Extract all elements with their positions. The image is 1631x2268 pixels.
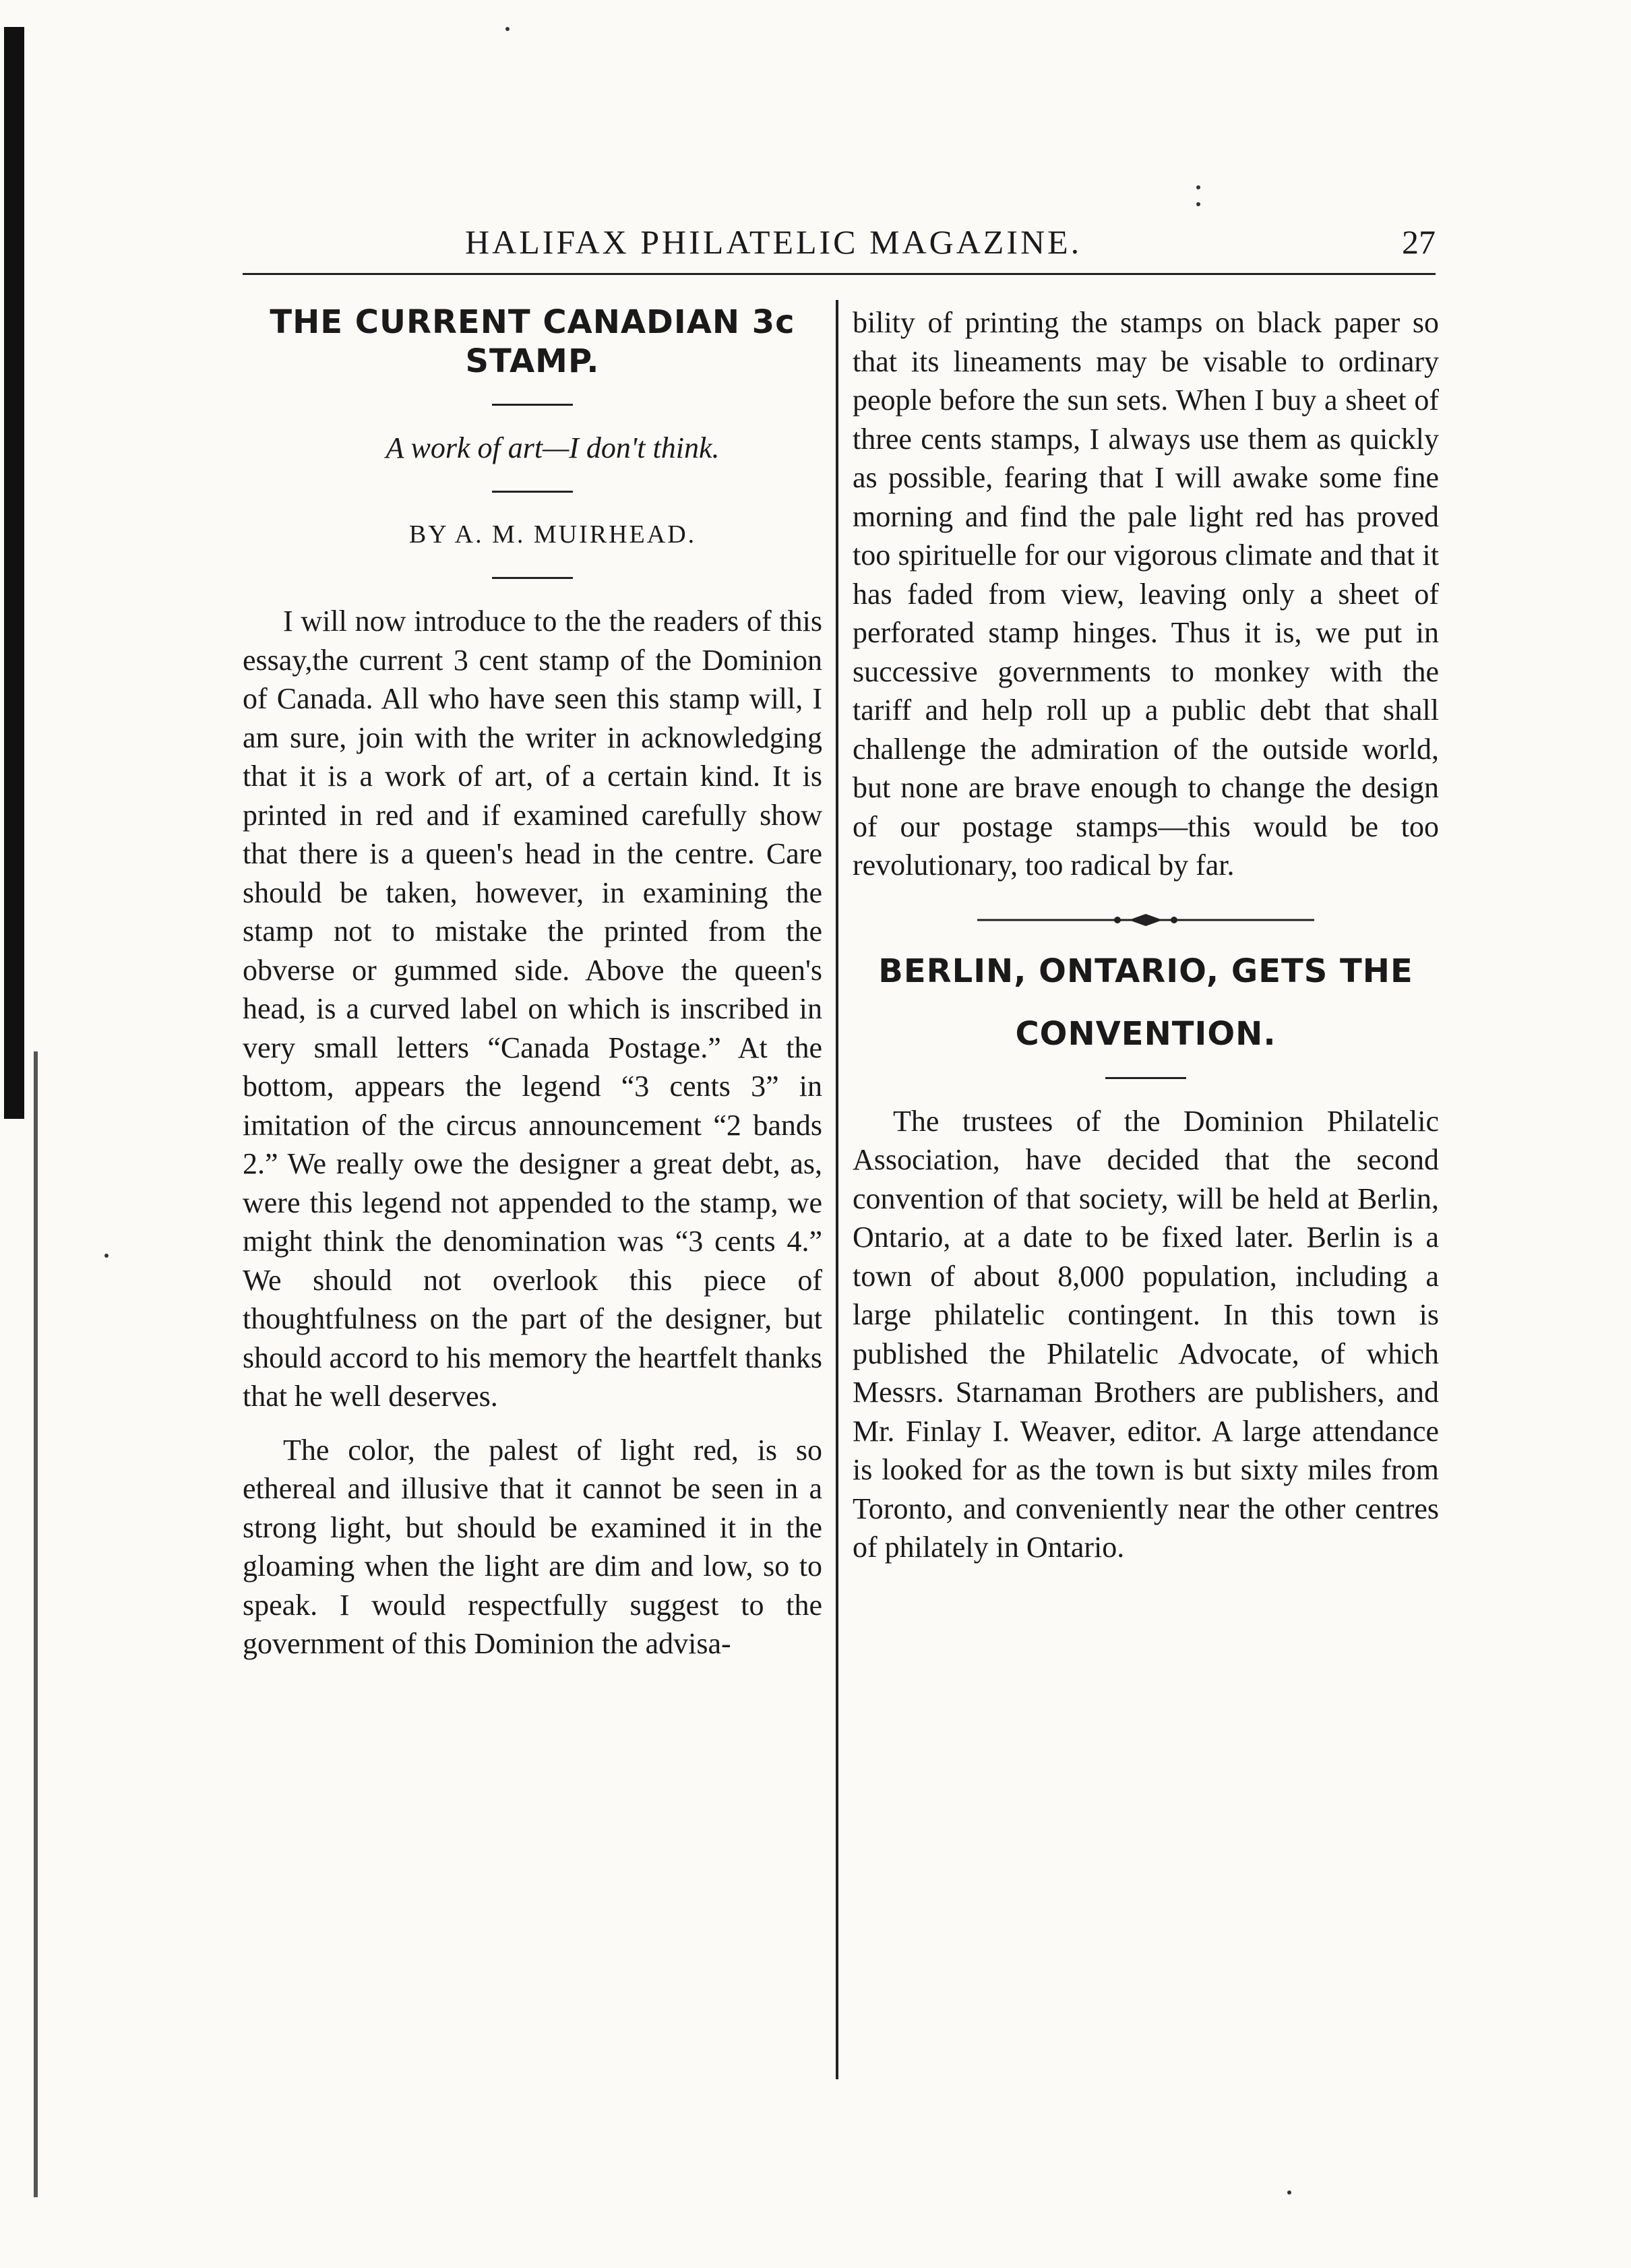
print-speck [505,27,510,31]
print-speck [104,1254,109,1258]
header-rule [243,273,1436,275]
byline-rule [492,577,573,579]
page-number: 27 [1402,223,1436,261]
left-column [243,303,822,1663]
article-subtitle: A work of art—I don't think. [386,431,720,464]
article-byline: BY A. M. MUIRHEAD. [408,520,697,549]
column-divider [836,300,838,2079]
ornamental-divider-icon [977,912,1314,928]
article-title-continued: CONVENTION. [1015,1015,1276,1053]
print-speck [1196,202,1200,206]
title-rule [492,404,573,406]
binding-edge-line [34,1051,38,2197]
article-paragraph: The color, the palest of light red, is so ethereal and illusive that it cannot be seen in a strong light, but should be examined it in the gloaming when the light are dim and low, so to speak. I would respectfully suggest to the government of this Dominion the advisa- [243,1433,822,1660]
print-speck [1287,2190,1291,2195]
magazine-title: HALIFAX PHILATELIC MAGAZINE. [465,223,1082,261]
article-title: THE CURRENT CANADIAN 3c STAMP. [270,303,795,380]
article-continuation: bility of printing the stamps on black paper so that its lineaments may be visable to ordinary people before the sun sets. When I buy a sheet of three cents stamps, I always use them as quickly as possible, fearing that I will awake some fine morning and find the pale light red has proved too spirituelle for our vigorous climate and that it has faded from view, leaving only a sheet of perforated stamp hinges. Thus it is, we put in successive governments to monkey with the tariff and help roll up a public debt that shall challenge the admiration of the outside world, but none are brave enough to change the design of our postage stamps—this would be too revolutionary, too radical by far. [853,306,1439,882]
print-speck [1196,185,1200,189]
article-paragraph: I will now introduce to the the readers of this essay,the current 3 cent stamp of the Dominion of Canada. All who have seen this stamp will, I am sure, join with the writer in acknowledging that it is a work of art, of a certain kind. It is printed in red and if examined carefully show that there is a queen's head in the centre. Care should be taken, however, in examining the stamp not to mistake the printed from the obverse or gummed side. Above the queen's head, is a curved label on which is inscribed in very small letters “Canada Postage.” At the bottom, appears the legend “3 cents 3” in imitation of the circus announcement “2 bands 2.” We really owe the designer a great debt, as, were this legend not appended to the stamp, we might think the denomination was “3 cents 4.” We should not overlook this piece of thoughtfulness on the part of the designer, but should accord to his memory the heartfelt thanks that he well deserves. [243,605,822,1413]
article-paragraph: The trustees of the Dominion Philatelic Association, have decided that the second convention of that society, will be held at Berlin, Ontario, at a date to be fixed later. Berlin is a town of about 8,000 population, including a large philatelic contingent. In this town is published the Philatelic Advocate, of which Messrs. Starnaman Brothers are publishers, and Mr. Finlay I. Weaver, editor. A large attendance is looked for as the town is but sixty miles from Toronto, and conveniently near the other centres of philately in Ontario. [853,1104,1439,1564]
article-title: BERLIN, ONTARIO, GETS THE [878,952,1413,990]
subtitle-rule [492,491,573,493]
running-header [243,222,1436,276]
binding-edge-shadow [4,27,24,1119]
right-column [853,303,1439,1567]
title-rule [1105,1077,1186,1079]
